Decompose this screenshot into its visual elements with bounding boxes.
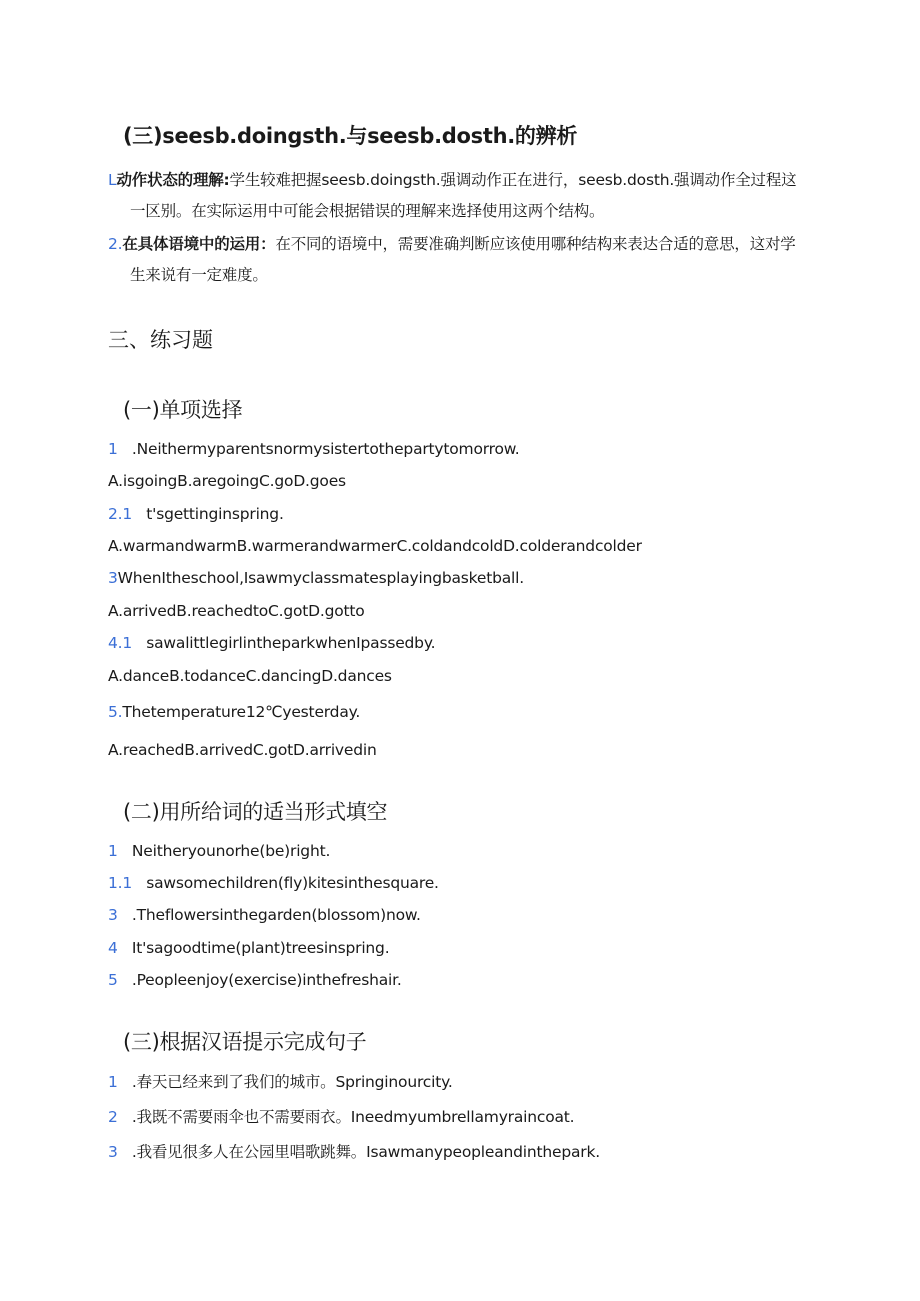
question-number: 3 — [108, 1143, 118, 1161]
mc-options-4: A.danceB.todanceC.dancingD.dances — [108, 667, 392, 685]
question-number: 2.1 — [108, 505, 133, 523]
question-text: .Neithermyparentsnormysistertothepartytomorrow. — [131, 440, 520, 458]
fill-question-3 — [108, 906, 421, 924]
question-text: sawalittlegirlintheparkwhenIpassedby. — [146, 634, 436, 652]
fill-question-4 — [108, 939, 389, 957]
analysis-item-2 — [108, 229, 796, 291]
question-number: 5. — [108, 703, 123, 721]
question-text: .Theflowersinthegarden(blossom)now. — [131, 906, 421, 924]
complete-question-1 — [108, 1070, 453, 1092]
item-text-line2: 生来说有一定难度。 — [130, 266, 268, 284]
question-number: 4 — [108, 939, 118, 957]
question-number: 3 — [108, 906, 118, 924]
question-text: .我既不需要雨伞也不需要雨衣。Ineedmyumbrellamyraincoat. — [131, 1108, 575, 1126]
mc-question-5 — [108, 703, 360, 721]
fill-question-1 — [108, 842, 330, 860]
item-text-line1: 学生较难把握seesb.doingsth.强调动作正在进行，seesb.dosth.强调动作全过程这 — [229, 171, 797, 189]
question-number: 2 — [108, 1108, 118, 1126]
item-text-line2: 一区别。在实际运用中可能会根据错误的理解来选择使用这两个结构。 — [130, 202, 605, 220]
mc-question-1 — [108, 440, 520, 458]
question-number: 1 — [108, 440, 118, 458]
question-text: WhenItheschool,Isawmyclassmatesplayingbasketball. — [117, 569, 524, 587]
mc-question-3 — [108, 569, 524, 587]
question-number: 1 — [108, 842, 118, 860]
question-text: Thetemperature12℃yesterday. — [122, 703, 361, 721]
mc-options-5: A.reachedB.arrivedC.gotD.arrivedin — [108, 741, 377, 759]
question-number: 5 — [108, 971, 118, 989]
mc-options-3: A.arrivedB.reachedtoC.gotD.gotto — [108, 602, 365, 620]
item-number: L — [108, 171, 117, 189]
item-text-line1: 在不同的语境中，需要准确判断应该使用哪种结构来表达合适的意思，这对学 — [275, 235, 796, 253]
question-text: .Peopleenjoy(exercise)inthefreshair. — [131, 971, 402, 989]
analysis-item-1 — [108, 165, 796, 227]
fill-question-5 — [108, 971, 402, 989]
question-text: It'sagoodtime(plant)treesinspring. — [131, 939, 390, 957]
question-text: sawsomechildren(fly)kitesinthesquare. — [146, 874, 439, 892]
multiple-choice-heading: (一)单项选择 — [123, 398, 243, 422]
complete-question-3 — [108, 1140, 600, 1162]
item-number: 2. — [108, 235, 123, 253]
question-number: 1.1 — [108, 874, 133, 892]
question-text: t'sgettinginspring. — [146, 505, 284, 523]
question-text: Neitheryounorhe(be)right. — [131, 842, 331, 860]
mc-options-2: A.warmandwarmB.warmerandwarmerC.coldandcoldD.colderandcolder — [108, 537, 642, 555]
mc-question-4 — [108, 634, 435, 652]
question-number: 1 — [108, 1073, 118, 1091]
complete-sentence-heading: (三)根据汉语提示完成句子 — [123, 1030, 367, 1054]
question-number: 4.1 — [108, 634, 133, 652]
mc-options-1: A.isgoingB.aregoingC.goD.goes — [108, 472, 346, 490]
question-number: 3 — [108, 569, 118, 587]
fill-blank-heading: (二)用所给词的适当形式填空 — [123, 800, 388, 824]
complete-question-2 — [108, 1105, 574, 1127]
item-label: 动作状态的理解: — [116, 171, 230, 189]
item-label: 在具体语境中的运用： — [122, 235, 276, 253]
section-heading-see-distinction: (三)seesb.doingsth.与seesb.dosth.的辨析 — [123, 124, 578, 148]
question-text: .我看见很多人在公园里唱歌跳舞。Isawmanypeopleandinthepark. — [131, 1143, 600, 1161]
fill-question-2 — [108, 874, 439, 892]
practice-heading: 三、练习题 — [108, 328, 213, 352]
question-text: .春天已经来到了我们的城市。Springinourcity. — [131, 1073, 453, 1091]
mc-question-2 — [108, 505, 284, 523]
